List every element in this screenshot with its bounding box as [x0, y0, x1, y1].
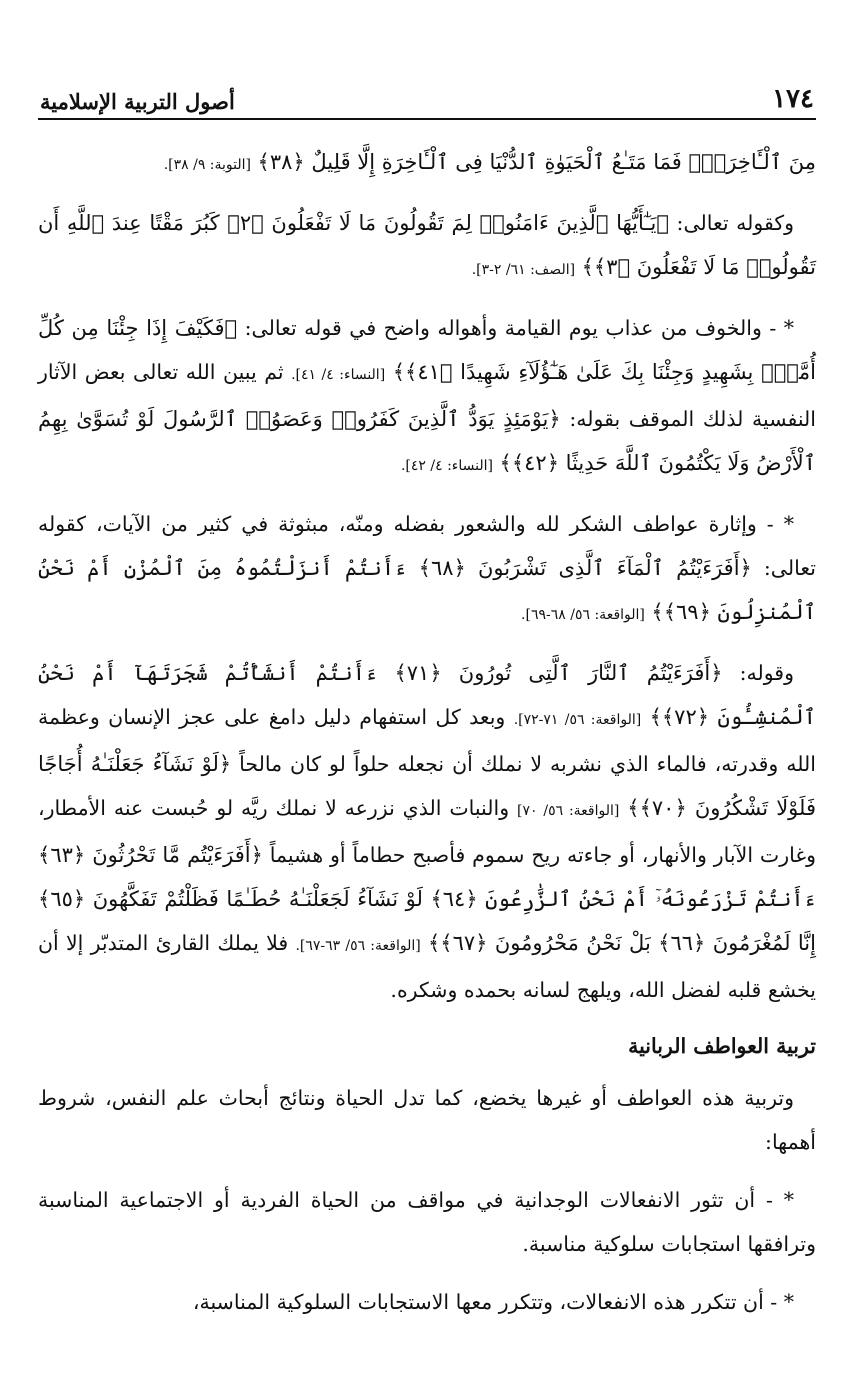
paragraph-text: ثم يبين الله تعالى بعض الآثار النفسية لذلك الموقف بقوله: [38, 360, 816, 431]
verse-reference: [الواقعة: ٥٦/ ٧١-٧٢]. [513, 712, 642, 728]
paragraph-text: وقوله: [739, 661, 794, 685]
quran-verse: مِنَ ٱلْـَٔاخِرَةِۚ فَمَا مَتَـٰعُ ٱلْحَيَوٰةِ ٱلدُّنْيَا فِى ٱلْـَٔاخِرَةِ إِلَّا قَلِيلٌ ﴿٣٨﴾ [257, 150, 816, 174]
paragraph-text: وكقوله تعالى: [676, 211, 794, 235]
page-number: ١٧٤ [772, 84, 814, 114]
book-page [38, 70, 816, 1338]
paragraph-text: وبعد كل استفهام دليل دامغ على عجز الإنسان وعظمة الله وقدرته، فالماء الذي نشربه لا نملك أن نجعله حلواً لو كان مالحاً [38, 705, 816, 776]
verse-reference: [الواقعة: ٥٦/ ٦٨-٦٩]. [521, 607, 645, 623]
paragraph-8: * - أن تتكرر هذه الانفعالات، وتتكرر معها الاستجابات السلوكية المناسبة، [192, 1290, 794, 1314]
paragraph-7: * - أن تثور الانفعالات الوجدانية في مواقف من الحياة الفردية أو الاجتماعية المناسبة وترافقها استجابات سلوكية مناسبة. [38, 1188, 816, 1256]
verse-reference: [النساء: ٤/ ٤٢]. [400, 458, 493, 474]
paragraph-2 [38, 201, 816, 292]
paragraph-text: فلا يملك القارئ المتدبّر إلا أن يخشع قلبه لفضل الله، ويلهج لسانه بحمده وشكره. [38, 931, 816, 1002]
paragraph-4 [38, 502, 816, 637]
verse-reference: [التوبة: ٩/ ٣٨]. [163, 157, 252, 173]
quran-verse: ﴿أَفَرَءَيْتُمُ ٱلنَّارَ ٱلَّتِى تُورُونَ ﴿٧١﴾ ءَأَنتُمْ أَنشَأْتُمْ شَجَرَتَهَآ أَمْ نَحْنُ ٱلْمُنشِـُٔونَ ﴿٧٢﴾﴾ [38, 661, 816, 729]
section-heading: تربية العواطف الربانية [628, 1034, 816, 1058]
paragraph-1 [38, 140, 816, 187]
quran-verse: ﴿لَوْ نَشَآءُ جَعَلْنَـٰهُ أُجَاجًا فَلَوْلَا تَشْكُرُونَ ﴿٧٠﴾﴾ [38, 752, 817, 820]
quran-verse: ﴿أَفَرَءَيْتُمُ ٱلْمَآءَ ٱلَّذِى تَشْرَبُونَ ﴿٦٨﴾ ءَأَنتُمْ أَنزَلْتُمُوهُ مِنَ ٱلْمُزْنِ أَمْ نَحْنُ ٱلْمُنزِلُونَ ﴿٦٩﴾﴾ [38, 556, 816, 624]
paragraph-3 [38, 306, 816, 488]
paragraph-5 [38, 651, 816, 1012]
quran-verse: ﴿يَـٰٓأَيُّهَا ٱلَّذِينَ ءَامَنُوا۟ لِمَ تَقُولُونَ مَا لَا تَفْعَلُونَ ﴿٢﴾ كَبُرَ مَقْتًا عِندَ ٱللَّهِ أَن تَقُولُوا۟ مَا لَا تَفْعَلُونَ ﴿٣﴾﴾ [38, 211, 816, 279]
verse-reference: [الصف: ٦١/ ٢-٣]. [471, 262, 576, 278]
verse-reference: [الواقعة: ٥٦/ ٧٠] [517, 803, 620, 819]
verse-reference: [النساء: ٤/ ٤١]. [291, 367, 386, 383]
paragraph-text: * - وإثارة عواطف الشكر لله والشعور بفضله ومنّه، مبثوثة في كثير من الآيات، كقوله تعالى: [38, 512, 816, 580]
quran-verse: ﴿فَكَيْفَ إِذَا جِئْنَا مِن كُلِّ أُمَّةٍۭ بِشَهِيدٍ وَجِئْنَا بِكَ عَلَىٰ هَـٰٓؤُلَآءِ شَهِيدًا ﴿٤١﴾﴾ [38, 316, 816, 384]
page-body [38, 120, 816, 1324]
quran-verse: ﴿أَفَرَءَيْتُم مَّا تَحْرُثُونَ ﴿٦٣﴾ ءَأَنتُمْ تَزْرَعُونَهُۥٓ أَمْ نَحْنُ ٱلزَّٰرِعُونَ ﴿٦٤﴾ لَوْ نَشَآءُ لَجَعَلْنَـٰهُ حُطَـٰمًا فَظَلْتُمْ تَفَكَّهُونَ ﴿٦٥﴾ إِنَّا لَمُغْرَمُونَ ﴿٦٦﴾ بَلْ نَحْنُ مَحْرُومُونَ ﴿٦٧﴾﴾ [38, 843, 816, 955]
paragraph-text: والنبات الذي نزرعه لا نملك ريَّه لو حُبست عنه الأمطار، وغارت الآبار والأنهار، أو جاءته ريح سموم فأصبح حطاماً أو هشيماً [38, 796, 816, 867]
running-title: أصول التربية الإسلامية [40, 89, 235, 114]
quran-verse: ﴿يَوْمَئِذٍ يَوَدُّ ٱلَّذِينَ كَفَرُوا۟ وَعَصَوُا۟ ٱلرَّسُولَ لَوْ تُسَوَّىٰ بِهِمُ ٱلْأَرْضُ وَلَا يَكْتُمُونَ ٱللَّهَ حَدِيثًا ﴿٤٢﴾﴾ [38, 407, 816, 475]
paragraph-6: وتربية هذه العواطف أو غيرها يخضع، كما تدل الحياة ونتائج أبحاث علم النفس، شروط أهمها: [38, 1086, 816, 1154]
page-header [38, 70, 816, 120]
verse-reference: [الواقعة: ٥٦/ ٦٣-٦٧]. [295, 938, 421, 954]
paragraph-text: * - والخوف من عذاب يوم القيامة وأهواله واضح في قوله تعالى: [244, 316, 794, 340]
